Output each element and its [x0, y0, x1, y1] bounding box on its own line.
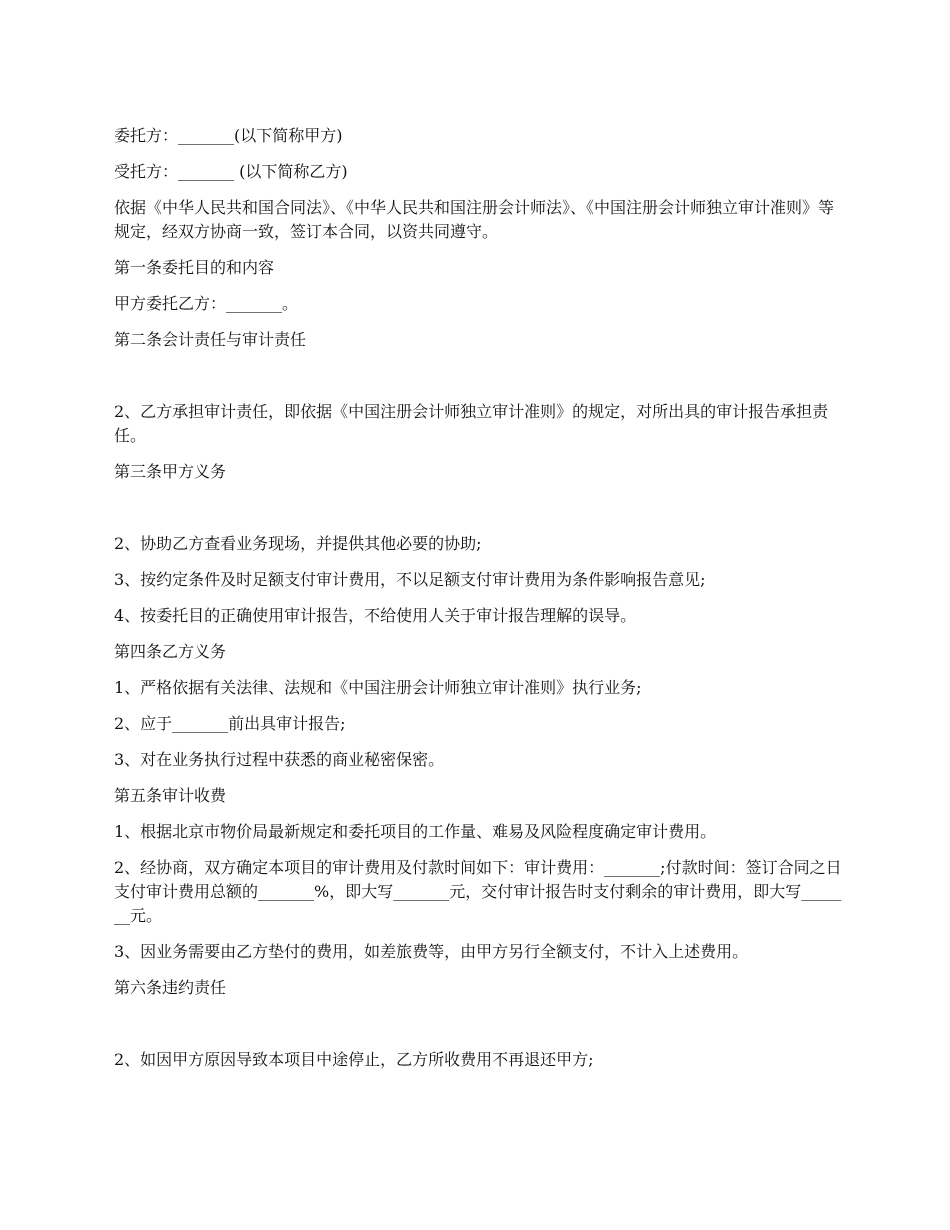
- article-3-heading: 第三条甲方义务: [114, 462, 227, 481]
- blank-gap: [114, 1012, 844, 1048]
- contractor-party-line: 受托方：_______ (以下简称乙方): [114, 162, 348, 181]
- blank-gap: [114, 496, 844, 532]
- blank-gap: [114, 364, 844, 400]
- article-5-item-2: 2、经协商，双方确定本项目的审计费用及付款时间如下：审计费用：_______;付款时间：签订合同之日支付审计费用总额的_______%，即大写_______元，交付审计报告时支付剩余的审计费用，即大写_______元。: [114, 858, 842, 925]
- article-2-heading: 第二条会计责任与审计责任: [114, 330, 307, 349]
- article-4-item-2: 2、应于_______前出具审计报告;: [114, 714, 346, 733]
- article-4-item-3: 3、对在业务执行过程中获悉的商业秘密保密。: [114, 750, 445, 769]
- contract-body: [114, 124, 844, 1084]
- article-5-heading: 第五条审计收费: [114, 786, 227, 805]
- article-2-item-2: 2、乙方承担审计责任，即依据《中国注册会计师独立审计准则》的规定，对所出具的审计报告承担责任。: [114, 402, 829, 445]
- article-5-item-3: 3、因业务需要由乙方垫付的费用，如差旅费等，由甲方另行全额支付，不计入上述费用。: [114, 942, 749, 961]
- article-3-item-2: 2、协助乙方查看业务现场，并提供其他必要的协助;: [114, 534, 482, 553]
- article-6-heading: 第六条违约责任: [114, 978, 227, 997]
- article-3-item-3: 3、按约定条件及时足额支付审计费用，不以足额支付审计费用为条件影响报告意见;: [114, 570, 706, 589]
- article-1-heading: 第一条委托目的和内容: [114, 258, 275, 277]
- article-4-heading: 第四条乙方义务: [114, 642, 227, 661]
- article-1-content: 甲方委托乙方：_______。: [114, 294, 299, 313]
- article-5-item-1: 1、根据北京市物价局最新规定和委托项目的工作量、难易及风险程度确定审计费用。: [114, 822, 717, 841]
- client-party-line: 委托方：_______(以下简称甲方): [114, 126, 343, 145]
- article-4-item-1: 1、严格依据有关法律、法规和《中国注册会计师独立审计准则》执行业务;: [114, 678, 642, 697]
- article-3-item-4: 4、按委托目的正确使用审计报告，不给使用人关于审计报告理解的误导。: [114, 606, 637, 625]
- article-6-item-2: 2、如因甲方原因导致本项目中途停止，乙方所收费用不再退还甲方;: [114, 1050, 594, 1069]
- preamble-paragraph: 依据《中华人民共和国合同法》、《中华人民共和国注册会计师法》、《中国注册会计师独立审计准则》等规定，经双方协商一致，签订本合同，以资共同遵守。: [114, 198, 835, 241]
